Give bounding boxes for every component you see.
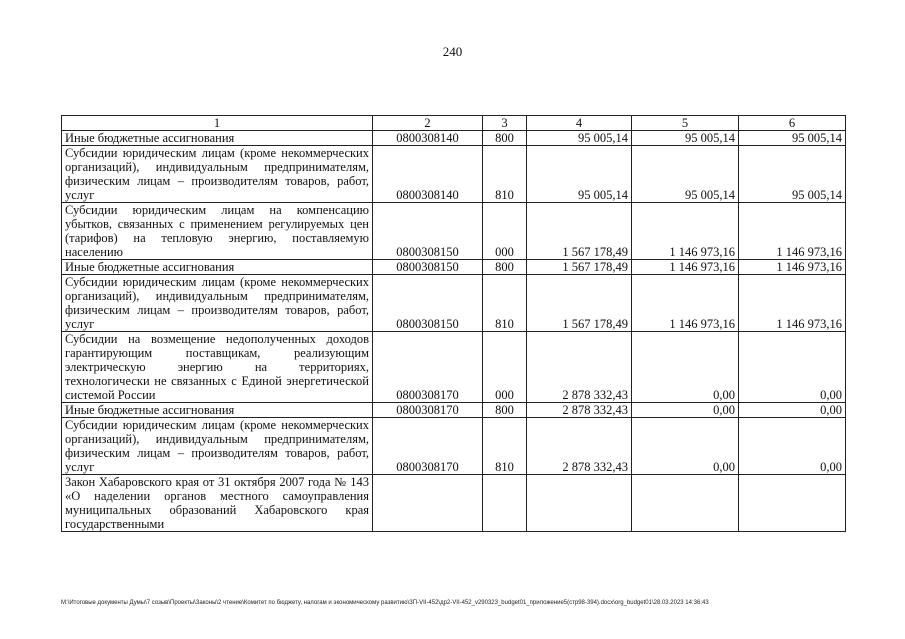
column-header: 6 — [739, 116, 846, 131]
row-name: Иные бюджетные ассигнования — [62, 403, 373, 418]
table-row — [62, 332, 846, 403]
row-name: Субсидии юридическим лицам (кроме некоммерческих организаций), индивидуальным предпринимателям, физическим лицам – производителям товаров, работ, услуг — [62, 275, 373, 332]
row-name: Иные бюджетные ассигнования — [62, 131, 373, 146]
row-expense-type: 800 — [483, 260, 527, 275]
row-expense-type: 000 — [483, 203, 527, 260]
row-target-code: 0800308140 — [373, 131, 483, 146]
table-row — [62, 418, 846, 475]
row-value-col6: 0,00 — [739, 332, 846, 403]
budget-table — [61, 115, 846, 532]
row-value-col5: 95 005,14 — [632, 146, 739, 203]
column-header: 3 — [483, 116, 527, 131]
row-name: Иные бюджетные ассигнования — [62, 260, 373, 275]
row-value-col4: 2 878 332,43 — [527, 403, 632, 418]
row-value-col6: 0,00 — [739, 418, 846, 475]
row-value-col5: 1 146 973,16 — [632, 275, 739, 332]
row-name: Закон Хабаровского края от 31 октября 2007 года № 143 «О наделении органов местного самоуправления муниципальных образований Хабаровского края государственными — [62, 475, 373, 532]
row-target-code: 0800308150 — [373, 203, 483, 260]
row-value-col5: 1 146 973,16 — [632, 260, 739, 275]
row-target-code: 0800308170 — [373, 418, 483, 475]
row-expense-type: 810 — [483, 418, 527, 475]
row-expense-type: 800 — [483, 403, 527, 418]
row-target-code: 0800308150 — [373, 275, 483, 332]
row-expense-type: 800 — [483, 131, 527, 146]
column-header: 1 — [62, 116, 373, 131]
row-value-col4: 1 567 178,49 — [527, 203, 632, 260]
footer-file-path: M:\Итоговые документы Думы\7 созыв\Проекты\Законы\2 чтение\Комитет по бюджету, налогам и экономическому развитию\ЗП-VII-452\др2-VII-452_v290323_budget01_приложение5(стр98-394).docx\org_budget01\28.03.2023 14:36:43 — [61, 600, 709, 606]
row-name: Субсидии юридическим лицам на компенсацию убытков, связанных с применением регулируемых цен (тарифов) на тепловую энергию, поставляемую населению — [62, 203, 373, 260]
row-name: Субсидии юридическим лицам (кроме некоммерческих организаций), индивидуальным предпринимателям, физическим лицам – производителям товаров, работ, услуг — [62, 146, 373, 203]
row-target-code: 0800308150 — [373, 260, 483, 275]
row-value-col4: 95 005,14 — [527, 131, 632, 146]
row-target-code — [373, 475, 483, 532]
row-value-col6: 95 005,14 — [739, 146, 846, 203]
row-expense-type — [483, 475, 527, 532]
row-value-col6: 95 005,14 — [739, 131, 846, 146]
row-name: Субсидии юридическим лицам (кроме некоммерческих организаций), индивидуальным предпринимателям, физическим лицам – производителям товаров, работ, услуг — [62, 418, 373, 475]
row-expense-type: 000 — [483, 332, 527, 403]
row-value-col6: 1 146 973,16 — [739, 203, 846, 260]
table-row — [62, 146, 846, 203]
row-value-col4: 2 878 332,43 — [527, 418, 632, 475]
row-value-col4 — [527, 475, 632, 532]
column-header: 5 — [632, 116, 739, 131]
row-value-col5: 0,00 — [632, 403, 739, 418]
row-value-col5: 0,00 — [632, 418, 739, 475]
row-value-col4: 1 567 178,49 — [527, 260, 632, 275]
row-target-code: 0800308140 — [373, 146, 483, 203]
table-row — [62, 203, 846, 260]
row-value-col6 — [739, 475, 846, 532]
column-header: 2 — [373, 116, 483, 131]
row-value-col5: 0,00 — [632, 332, 739, 403]
table-row — [62, 260, 846, 275]
row-value-col6: 1 146 973,16 — [739, 275, 846, 332]
row-value-col4: 2 878 332,43 — [527, 332, 632, 403]
row-value-col4: 95 005,14 — [527, 146, 632, 203]
table-row — [62, 475, 846, 532]
row-value-col5 — [632, 475, 739, 532]
row-value-col6: 0,00 — [739, 403, 846, 418]
table-row — [62, 403, 846, 418]
row-expense-type: 810 — [483, 275, 527, 332]
row-target-code: 0800308170 — [373, 332, 483, 403]
row-target-code: 0800308170 — [373, 403, 483, 418]
row-value-col4: 1 567 178,49 — [527, 275, 632, 332]
row-value-col5: 1 146 973,16 — [632, 203, 739, 260]
page-number: 240 — [442, 44, 463, 59]
table-row — [62, 275, 846, 332]
row-value-col6: 1 146 973,16 — [739, 260, 846, 275]
table-row — [62, 131, 846, 146]
table-header-row — [62, 116, 846, 131]
row-expense-type: 810 — [483, 146, 527, 203]
column-header: 4 — [527, 116, 632, 131]
row-name: Субсидии на возмещение недополученных доходов гарантирующим поставщикам, реализующим электрическую энергию на территориях, технологически не связанных с Единой энергетической системой России — [62, 332, 373, 403]
row-value-col5: 95 005,14 — [632, 131, 739, 146]
